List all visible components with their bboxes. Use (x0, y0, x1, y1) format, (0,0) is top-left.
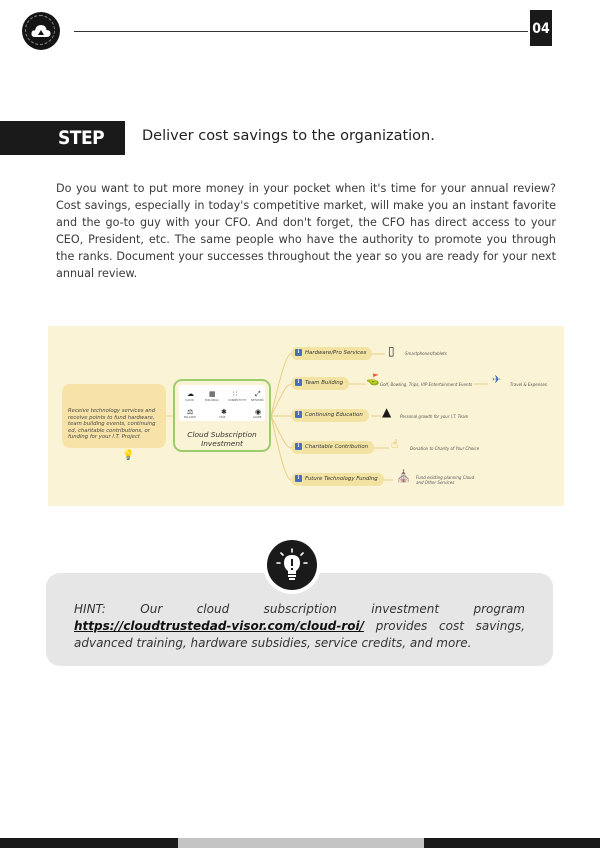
description-text: Receive technology services and receive points to fund hardware, team building events, continuing ed, charitable contributions, or funding for your I.T. Project (68, 408, 156, 441)
hint-suffix: provides cost savings, advanced training, hardware subsidies, service credits, and more. (74, 619, 525, 650)
golfer-icon: ⛳ (366, 373, 380, 386)
hint-prefix: HINT: Our cloud subscription investment program (74, 602, 525, 616)
branch-badge-icon: ℹ (295, 443, 302, 450)
leaf-golf: Golf, Bowling, Trips, VIP Entertainment Events (380, 382, 473, 387)
branch-team-building[interactable] (291, 377, 349, 390)
traveler-icon: ✈ (492, 373, 502, 386)
center-icon-label: BUILDINGS (205, 399, 219, 402)
smartphone-icon: ▯ (388, 344, 395, 358)
branch-label: Charitable Contribution (305, 444, 369, 450)
branch-hardware[interactable] (291, 347, 372, 360)
center-icon-label: GLOBE (253, 416, 262, 419)
branch-label: Future Technology Funding (305, 476, 378, 482)
center-title: Cloud Subscription Investment (187, 430, 257, 448)
center-icon-label: BALANCE (184, 416, 196, 419)
branch-badge-icon: ℹ (295, 349, 302, 356)
leaf-fund-existing: Fund existing planning Cloud and Other Services (416, 475, 475, 485)
mind-map (48, 326, 564, 506)
center-icon-panel (179, 385, 265, 421)
lightbulb-small-icon: 💡 (122, 450, 135, 461)
leaf-personal-growth: Personal growth for your I.T. Team (400, 414, 469, 419)
thumbs-up-icon: ☝ (391, 437, 399, 451)
page-number: 04 (530, 10, 552, 46)
branch-badge-icon: ℹ (295, 379, 302, 386)
center-icon-label: CONNECTIVITY (228, 399, 247, 402)
branch-charity[interactable] (291, 441, 374, 454)
bank-icon: ⛪ (396, 469, 411, 483)
leaf-travel: Travel & Expenses (510, 382, 547, 387)
footer-bar-left (0, 838, 178, 848)
leaf-donation: Donation to Charity of Your Choice (410, 446, 480, 451)
footer-bar-middle (178, 838, 424, 848)
lightbulb-icon (267, 540, 317, 590)
hint-link[interactable]: https://cloudtrustedad-visor.com/cloud-roi/ (74, 619, 364, 633)
footer-bar-right (424, 838, 600, 848)
step-label: STEP 3: (58, 127, 105, 183)
cloud-icon: ☁ (187, 390, 194, 398)
branch-label: Team Building (305, 380, 344, 386)
body-paragraph: Do you want to put more money in your pocket when it's time for your annual review? Cost savings, especially in today's competitive market, will make you an instant favorite and the go-to guy with your CFO. And don't forget, the CFO has direct access to your CEO, President, etc. The same people who have the authority to promote you through the ranks. Document your successes throughout the year so you are ready for your next annual review. (56, 182, 556, 280)
star-icon: ✱ (221, 408, 227, 416)
lightbulb-svg (267, 540, 317, 590)
hint-text (74, 601, 525, 652)
buildings-icon: ▦ (209, 390, 216, 398)
branch-label: Hardware/Pro Services (305, 350, 367, 356)
description-box (62, 384, 166, 461)
center-node[interactable] (173, 379, 271, 452)
step-bar (0, 121, 125, 183)
expand-icon: ⤢ (255, 390, 261, 398)
branch-badge-icon: ℹ (295, 475, 302, 482)
center-icon-label: STAR (219, 416, 226, 419)
leaf-smartphones: Smartphones/tablets (405, 351, 447, 356)
header-rule (74, 31, 528, 32)
branch-label: Continuing Education (305, 412, 363, 418)
branch-education[interactable] (291, 409, 369, 422)
globe-icon: ◉ (255, 408, 262, 416)
step-title: Deliver cost savings to the organization. (142, 128, 435, 144)
scale-icon: ⚖ (187, 408, 194, 416)
network-icon: ∷ (233, 390, 238, 398)
cloud-logo-icon (31, 24, 51, 38)
company-logo (22, 12, 60, 50)
branch-badge-icon: ℹ (295, 411, 302, 418)
center-icon-label: NETWORK (251, 399, 264, 402)
branch-future-funding[interactable] (291, 473, 384, 486)
center-icon-label: CLOUD (185, 399, 194, 402)
hint-icon-wrapper (263, 536, 321, 594)
graduation-cap-icon: ▲ (382, 405, 392, 419)
